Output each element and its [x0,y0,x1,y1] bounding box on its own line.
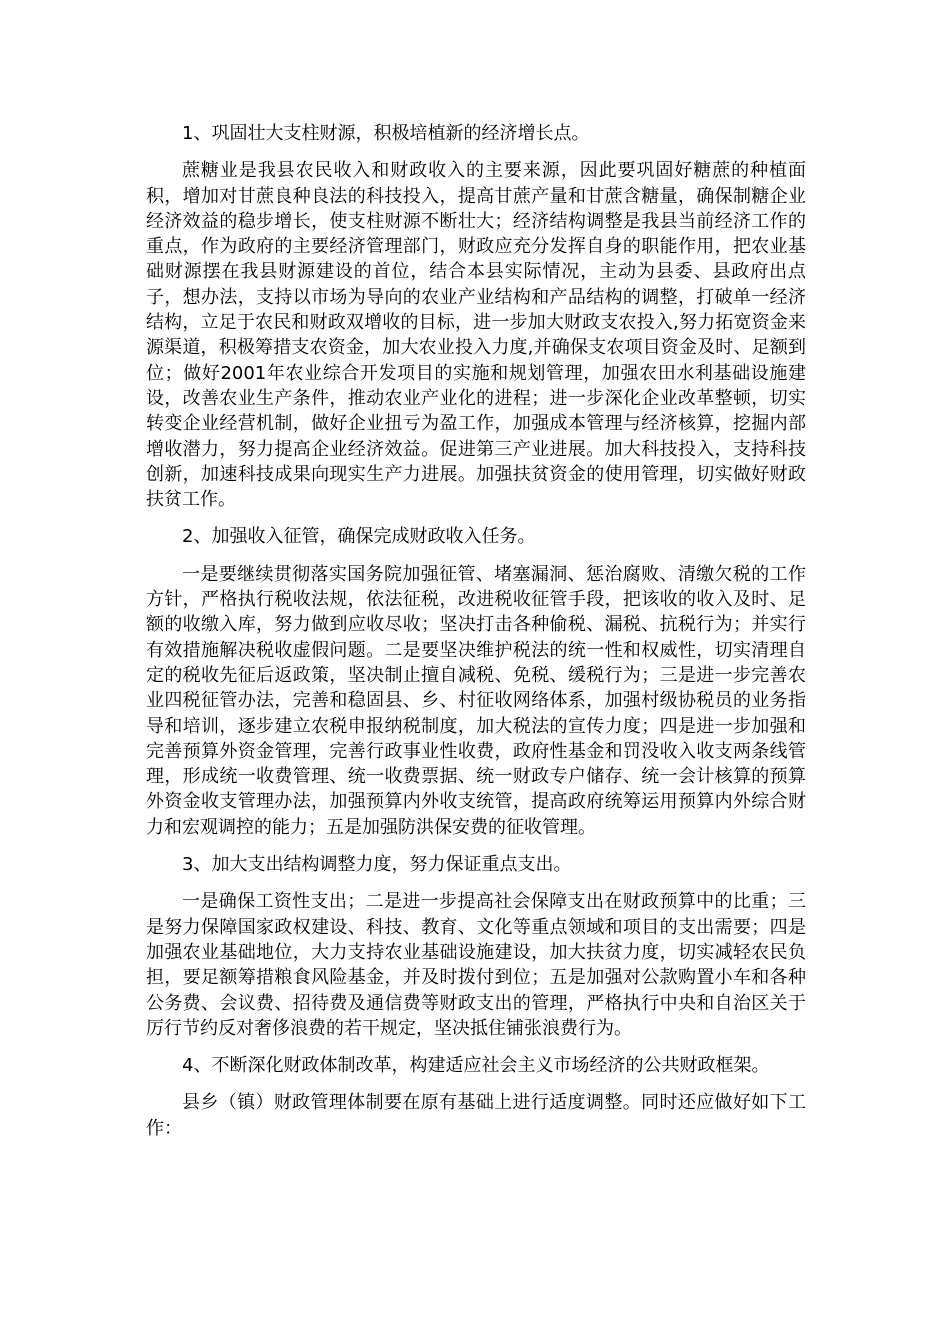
document-page [146,121,806,1153]
section-2-body: 一是要继续贯彻落实国务院加强征管、堵塞漏洞、惩治腐败、清缴欠税的工作方针，严格执行税收法规，依法征税，改进税收征管手段，把该收的收入及时、足额的收缴入库，努力做到应收尽收；坚决打击各种偷税、漏税、抗税行为；并实行有效措施解决税收虚假问题。二是要坚决维护税法的统一性和权威性，切实清理自定的税收先征后返政策，坚决制止擅自减税、免税、缓税行为；三是进一步完善农业四税征管办法，完善和稳固县、乡、村征收网络体系，加强村级协税员的业务指导和培训，逐步建立农税申报纳税制度，加大税法的宣传力度；四是进一步加强和完善预算外资金管理，完善行政事业性收费，政府性基金和罚没收入收支两条线管理，形成统一收费管理、统一收费票据、统一财政专户储存、统一会计核算的预算外资金收支管理办法，加强预算内外收支统管，提高政府统筹运用预算内外综合财力和宏观调控的能力；五是加强防洪保安费的征收管理。 [146,563,806,838]
section-1-heading: 1、巩固壮大支柱财源，积极培植新的经济增长点。 [182,123,590,144]
section-3-heading: 3、加大支出结构调整力度，努力保证重点支出。 [182,854,572,876]
section-3-body: 一是确保工资性支出；二是进一步提高社会保障支出在财政预算中的比重；三是努力保障国家政权建设、科技、教育、文化等重点领域和项目的支出需要；四是加强农业基础地位，大力支持农业基础设施建设，加大扶贫力度，切实减轻农民负担，要足额筹措粮食风险基金，并及时拨付到位；五是加强对公款购置小车和各种公务费、会议费、招待费及通信费等财政支出的管理，严格执行中央和自治区关于厉行节约反对奢侈浪费的若干规定，坚决抵住铺张浪费行为。 [146,891,806,1039]
section-2-heading: 2、加强收入征管，确保完成财政收入任务。 [182,526,536,548]
section-4-heading: 4、不断深化财政体制改革，构建适应社会主义市场经济的公共财政框架。 [182,1055,770,1077]
section-4-body: 县乡（镇）财政管理体制要在原有基础上进行适度调整。同时还应做好如下工作： [146,1092,806,1139]
section-1-body: 蔗糖业是我县农民收入和财政收入的主要来源，因此要巩固好糖蔗的种植面积，增加对甘蔗良种良法的科技投入，提高甘蔗产量和甘蔗含糖量，确保制糖企业经济效益的稳步增长，使支柱财源不断壮大；经济结构调整是我县当前经济工作的重点，作为政府的主要经济管理部门，财政应充分发挥自身的职能作用，把农业基础财源摆在我县财源建设的首位，结合本县实际情况，主动为县委、县政府出点子，想办法，支持以市场为导向的农业产业结构和产品结构的调整，打破单一经济结构，立足于农民和财政双增收的目标，进一步加大财政支农投入,努力拓宽资金来源渠道，积极筹措支农资金，加大农业投入力度,并确保支农项目资金及时、足额到位；做好2001年农业综合开发项目的实施和规划管理，加强农田水利基础设施建设，改善农业生产条件，推动农业产业化的进程；进一步深化企业改革整顿，切实转变企业经营机制，做好企业扭亏为盈工作，加强成本管理与经济核算，挖掘内部增收潜力，努力提高企业经济效益。促进第三产业进展。加大科技投入，支持科技创新，加速科技成果向现实生产力进展。加强扶贫资金的使用管理，切实做好财政扶贫工作。 [146,160,806,511]
